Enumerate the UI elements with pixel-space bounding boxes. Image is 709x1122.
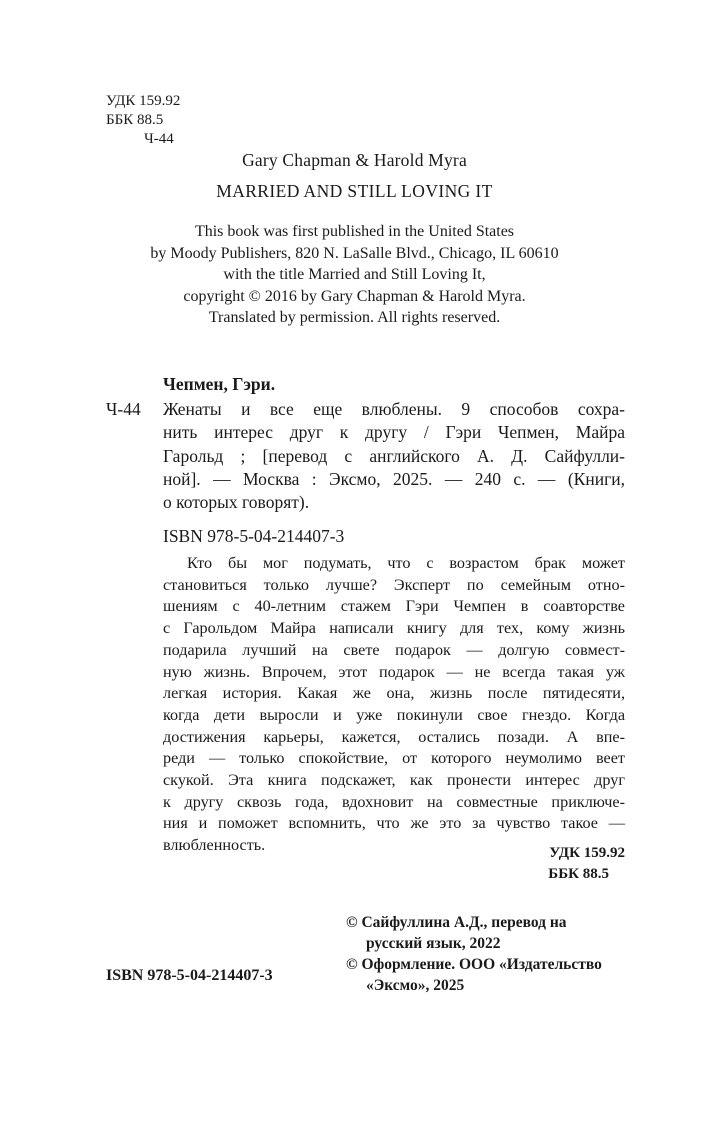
catalog-main-author: Чепмен, Гэри. [163, 374, 276, 394]
classification-codes [106, 92, 180, 149]
annotation-line: к другу сквозь года, вдохновит на совместные приключе- [163, 792, 625, 811]
publication-note-line: by Moody Publishers, 820 N. LaSalle Blvd., Chicago, IL 60610 [150, 244, 559, 262]
publication-note [0, 221, 709, 329]
annotation-line: становиться только лучше? Эксперт по семейным отно- [163, 575, 625, 594]
catalog-description-line: Женаты и все еще влюблены. 9 способов сохра- [163, 399, 625, 419]
annotation-line: скукой. Эта книга подскажет, как пронести интерес друг [163, 771, 625, 790]
annotation-line: с Гарольдом Майра написали книгу для тех, кому жизнь [163, 619, 625, 638]
original-title: MARRIED AND STILL LOVING IT [216, 181, 493, 201]
footer-bbk: ББК 88.5 [548, 865, 609, 882]
publication-note-line: copyright © 2016 by Gary Chapman & Harold Myra. [183, 287, 526, 305]
annotation-line: подарила лучший на свете подарок — долгую совмест- [163, 640, 625, 659]
publication-note-line: with the title Married and Still Loving It, [223, 266, 486, 283]
copyright-design: © Оформление. ООО «Издательство «Эксмо», 2025 [346, 956, 602, 994]
catalog-description-line: о которых говорят). [163, 492, 310, 513]
annotation-line: ния и поможет вспомнить, что же это за чувство такое — [163, 814, 625, 833]
udk-code: УДК 159.92 [106, 93, 181, 109]
annotation-line: шениям с 40-летним стажем Гэри Чемпен в соавторстве [163, 597, 625, 616]
annotation-line: ную жизнь. Впрочем, этот подарок — не всегда такая уж [163, 662, 625, 681]
footer-classification [463, 843, 625, 884]
annotation-line: влюбленность. [163, 836, 266, 855]
copyright-block [346, 912, 626, 996]
original-authors: Gary Chapman & Harold Myra [242, 150, 467, 170]
catalog-description-line: ной]. — Москва : Эксмо, 2025. — 240 с. — (Книги, [163, 468, 625, 489]
publication-note-line: Translated by permission. All rights reserved. [208, 309, 501, 326]
annotation-line: легкая история. Какая же она, жизнь после пятидесяти, [163, 684, 625, 703]
annotation-line: Кто бы мог подумать, что с возрастом брак может [187, 554, 625, 572]
annotation-line: достижения карьеры, кажется, остались позади. А впе- [163, 727, 625, 746]
footer-isbn: ISBN 978-5-04-214407-3 [106, 967, 273, 984]
annotation [163, 553, 625, 857]
footer-udk: УДК 159.92 [549, 845, 625, 861]
annotation-line: реди — только спокойствие, от которого неумолимо веет [163, 749, 625, 768]
catalog-isbn: ISBN 978-5-04-214407-3 [163, 526, 345, 546]
copyright-translation: © Сайфуллина А.Д., перевод на русский язык, 2022 [346, 914, 567, 952]
catalog-description-line: нить интерес друг к другу / Гэри Чепмен, Майра [163, 422, 625, 443]
catalog-description [163, 398, 625, 514]
publication-note-line: This book was first published in the United States [194, 223, 515, 240]
author-mark: Ч-44 [144, 131, 174, 147]
catalog-call-number: Ч-44 [106, 399, 141, 419]
catalog-description-line: Гарольд ; [перевод с английского А. Д. Сайфулли- [163, 445, 625, 466]
bbk-code: ББК 88.5 [106, 112, 164, 128]
annotation-line: когда дети выросли и уже покинули свое гнездо. Когда [163, 705, 625, 724]
